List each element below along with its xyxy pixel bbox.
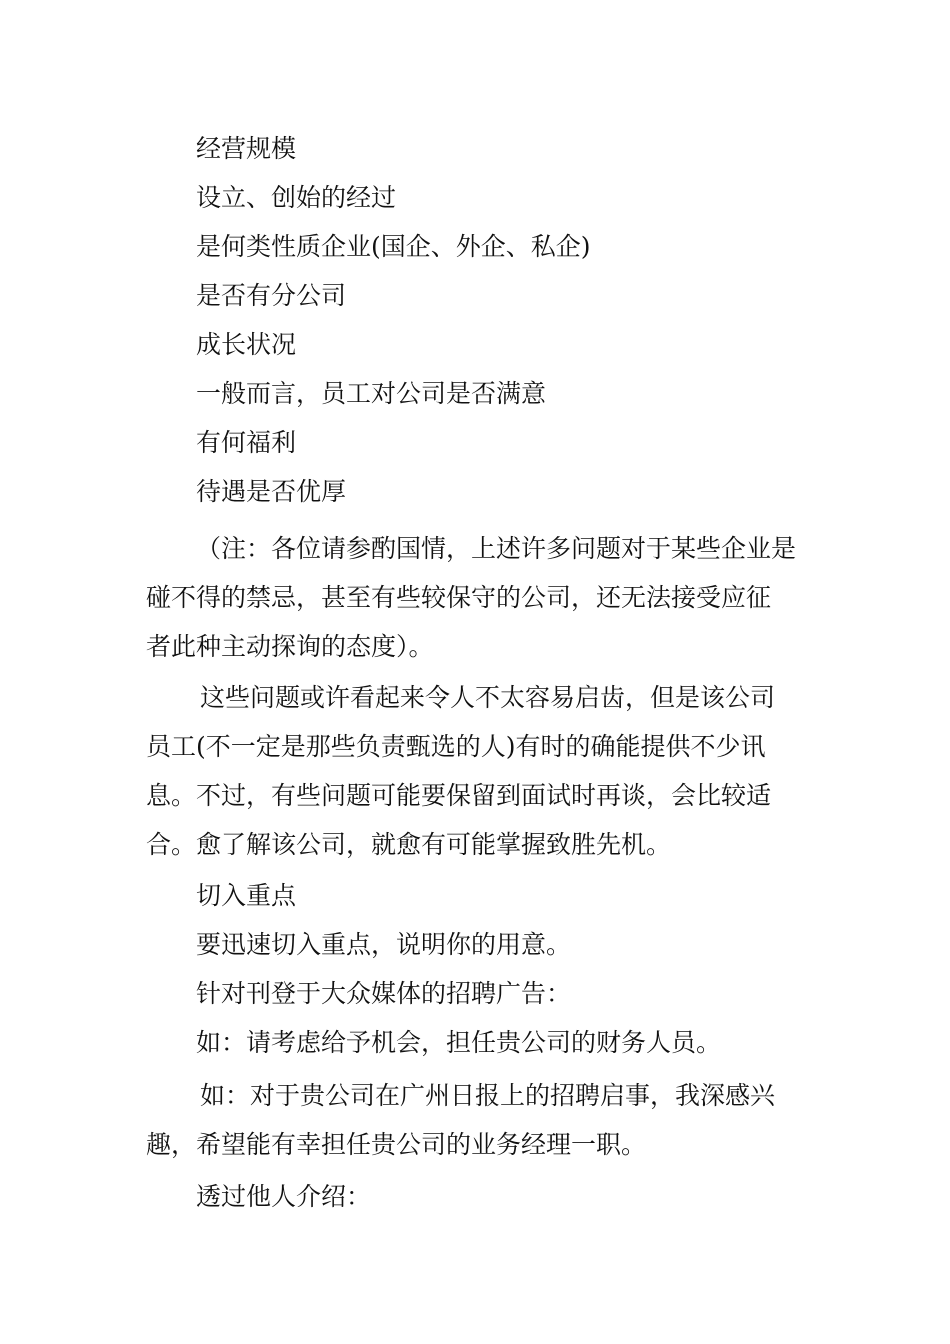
- text-line: 有何福利: [196, 428, 297, 457]
- text-line: （注：各位请参酌国情，上述许多问题对于某些企业是: [196, 534, 797, 563]
- text-line: 者此种主动探询的态度）。: [146, 632, 434, 661]
- text-line: 一般而言，员工对公司是否满意: [196, 379, 547, 408]
- text-line: 是否有分公司: [196, 281, 347, 310]
- text-line: 针对刊登于大众媒体的招聘广告：: [196, 979, 572, 1008]
- text-line: 这些问题或许看起来令人不太容易启齿，但是该公司: [200, 683, 776, 712]
- text-line: 合。愈了解该公司，就愈有可能掌握致胜先机。: [146, 830, 672, 859]
- text-line: 要迅速切入重点，说明你的用意。: [196, 930, 572, 959]
- text-line: 如：请考虑给予机会，担任贵公司的财务人员。: [196, 1028, 722, 1057]
- text-line: 趣，希望能有幸担任贵公司的业务经理一职。: [146, 1130, 647, 1159]
- text-line: 经营规模: [196, 134, 297, 163]
- text-group-company-questions: [146, 124, 806, 516]
- text-line: 员工(不一定是那些负责甄选的人)有时的确能提供不少讯: [146, 732, 766, 761]
- text-line: 碰不得的禁忌，甚至有些较保守的公司，还无法接受应征: [146, 583, 772, 612]
- text-line: 设立、创始的经过: [196, 183, 397, 212]
- body-paragraph: [146, 673, 806, 869]
- example-paragraph: [146, 1071, 806, 1169]
- text-line: 透过他人介绍：: [196, 1182, 372, 1211]
- text-line: 息。不过，有些问题可能要保留到面试时再谈，会比较适: [146, 781, 772, 810]
- note-paragraph: [146, 524, 806, 671]
- referral-heading-block: [146, 1172, 806, 1221]
- text-line: 待遇是否优厚: [196, 477, 347, 506]
- text-line: 如：对于贵公司在广州日报上的招聘启事，我深感兴: [200, 1081, 776, 1110]
- text-line: 成长状况: [196, 330, 297, 359]
- section-heading: 切入重点: [196, 881, 297, 910]
- text-line: 是何类性质企业(国企、外企、私企): [196, 232, 591, 261]
- section-get-to-point: [146, 871, 806, 1067]
